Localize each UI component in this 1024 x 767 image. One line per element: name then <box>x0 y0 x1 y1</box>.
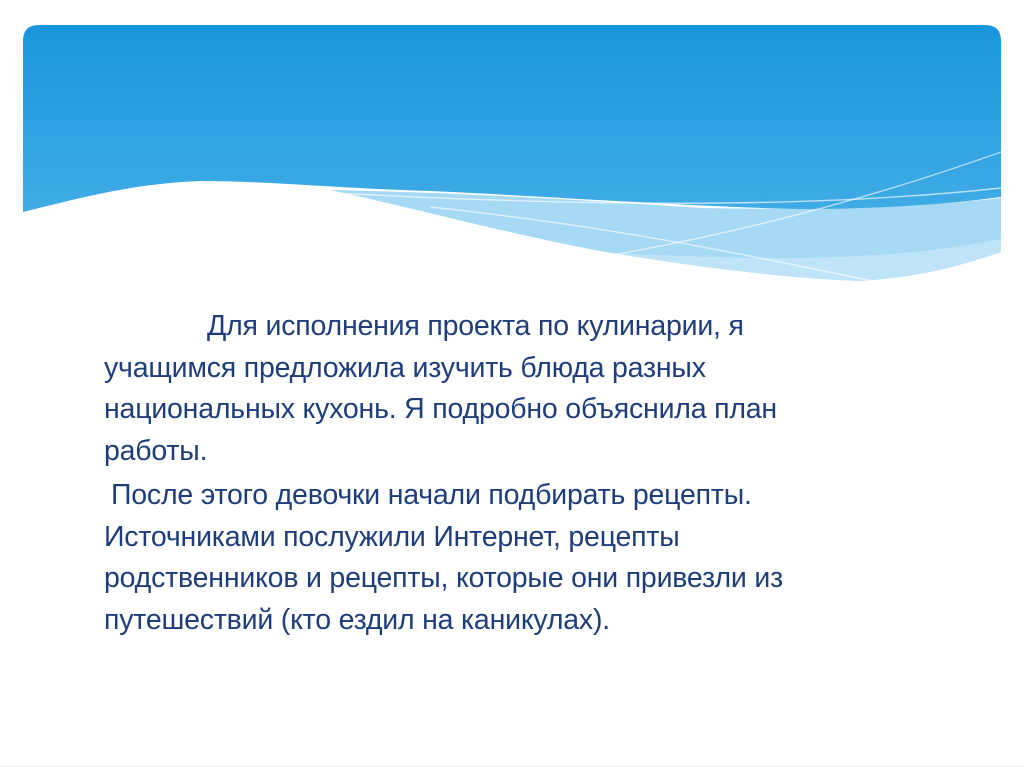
text-line: путешествий (кто ездил на каникулах). <box>104 603 610 636</box>
paragraph-2 <box>104 475 984 641</box>
wave-graphic <box>0 0 1024 320</box>
slide-body-text <box>104 306 984 641</box>
wave-main-panel <box>23 25 1001 212</box>
text-line: После этого девочки начали подбирать рецепты. <box>111 479 752 511</box>
text-line: Для исполнения проекта по кулинарии, я <box>207 310 744 342</box>
paragraph-1 <box>104 306 984 472</box>
text-line: национальных кухонь. Я подробно объяснила план <box>104 393 777 425</box>
text-line: родственников и рецепты, которые они привезли из <box>104 562 783 594</box>
header-wave <box>0 0 1024 320</box>
text-line: работы. <box>104 434 208 467</box>
text-line: учащимся предложила изучить блюда разных <box>104 351 706 384</box>
text-line: Источниками послужили Интернет, рецепты <box>104 520 680 553</box>
